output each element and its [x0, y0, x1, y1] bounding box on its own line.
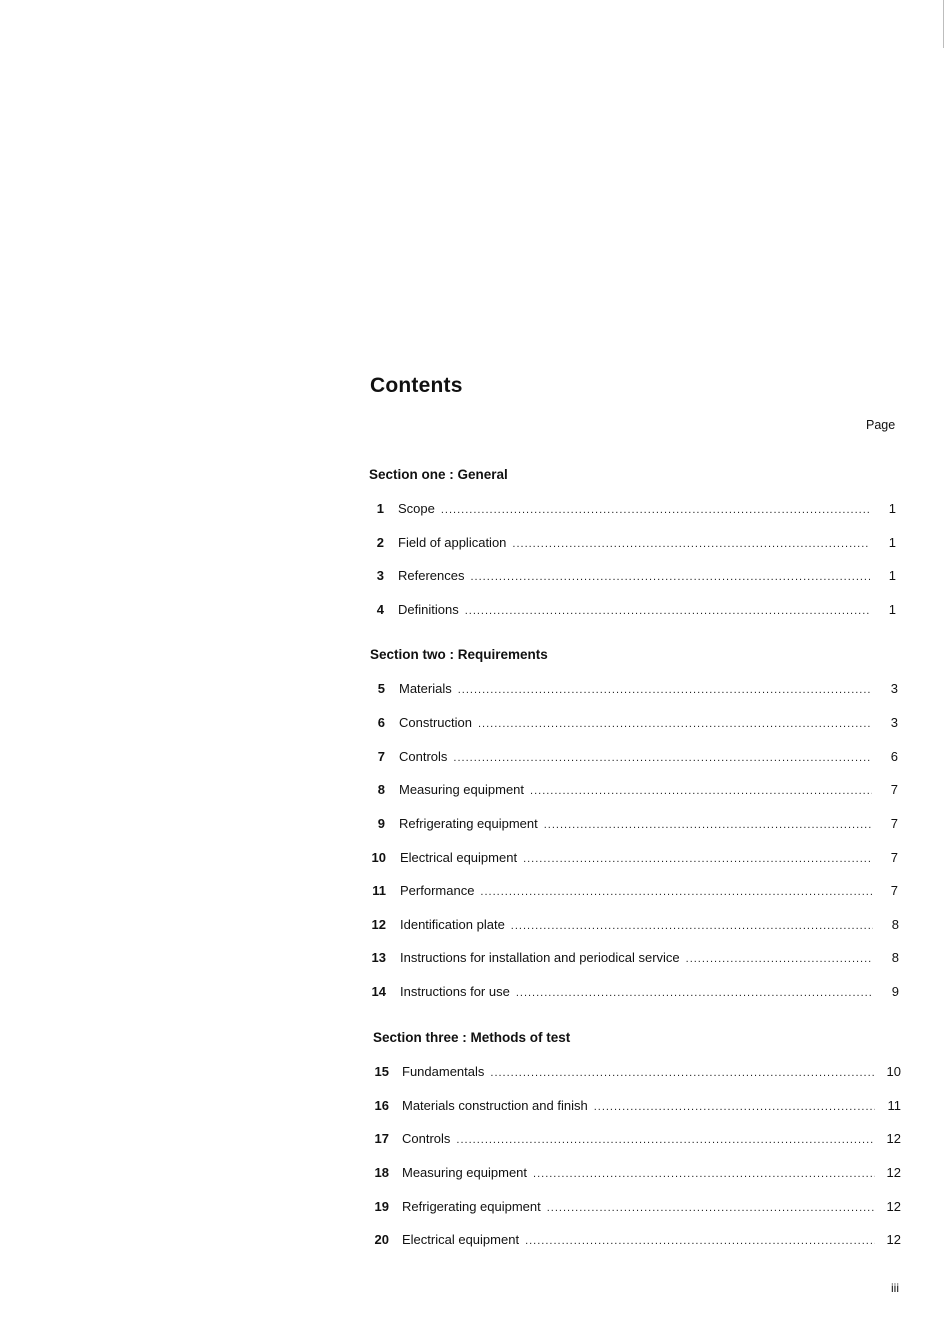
entry-number: 3 — [376, 568, 384, 583]
toc-entry[interactable] — [370, 714, 898, 732]
toc-entry[interactable] — [373, 1198, 901, 1216]
dot-leader — [478, 715, 872, 733]
entry-label: Refrigerating equipment — [399, 816, 538, 831]
entry-page: 6 — [890, 749, 898, 764]
toc-entry[interactable] — [370, 882, 898, 900]
dot-leader — [525, 1232, 875, 1250]
entry-label: Materials — [399, 681, 452, 696]
entry-label: Materials construction and finish — [402, 1098, 588, 1113]
dot-leader — [458, 681, 872, 699]
entry-number: 17 — [374, 1131, 389, 1146]
dot-leader — [490, 1064, 875, 1082]
entry-number: 13 — [371, 950, 386, 965]
entry-label: Scope — [398, 501, 435, 516]
entry-label: Instructions for use — [400, 984, 510, 999]
dot-leader — [516, 984, 873, 1002]
entry-label: References — [398, 568, 465, 583]
entry-page: 8 — [891, 950, 899, 965]
entry-page: 1 — [888, 535, 896, 550]
entry-label: Fundamentals — [402, 1064, 485, 1079]
toc-entry[interactable] — [369, 567, 896, 585]
entry-number: 8 — [377, 782, 385, 797]
entry-number: 20 — [374, 1232, 389, 1247]
entry-number: 11 — [372, 883, 386, 898]
dot-leader — [547, 1199, 875, 1217]
dot-leader — [456, 1131, 875, 1149]
page-title: Contents — [370, 374, 463, 397]
entry-number: 16 — [374, 1098, 389, 1113]
dot-leader — [594, 1098, 875, 1116]
dot-leader — [686, 950, 873, 968]
toc-entry[interactable] — [373, 1164, 901, 1182]
entry-number: 2 — [376, 535, 384, 550]
entry-page: 3 — [890, 681, 898, 696]
entry-page: 10 — [886, 1064, 901, 1079]
toc-entry[interactable] — [370, 781, 898, 799]
entry-label: Electrical equipment — [402, 1232, 520, 1247]
toc-entry[interactable] — [370, 916, 899, 934]
entry-label: Refrigerating equipment — [402, 1199, 541, 1214]
section-heading: Section two : Requirements — [370, 647, 548, 662]
toc-entry[interactable] — [373, 1097, 901, 1115]
dot-leader — [480, 883, 872, 901]
toc-entry[interactable] — [370, 949, 899, 967]
page-column-label: Page — [866, 418, 896, 432]
entry-number: 10 — [371, 850, 386, 865]
dot-leader — [470, 568, 870, 586]
entry-page: 3 — [890, 715, 898, 730]
entry-page: 7 — [890, 782, 898, 797]
toc-entry[interactable] — [373, 1063, 901, 1081]
dot-leader — [544, 816, 872, 834]
entry-page: 1 — [888, 501, 896, 516]
entry-number: 12 — [371, 917, 386, 932]
entry-label: Measuring equipment — [402, 1165, 528, 1180]
entry-label: Identification plate — [400, 917, 505, 932]
dot-leader — [465, 602, 870, 620]
entry-number: 5 — [377, 681, 385, 696]
entry-page: 11 — [887, 1098, 901, 1113]
toc-entry[interactable] — [373, 1231, 901, 1249]
toc-entry[interactable] — [369, 601, 896, 619]
entry-page: 8 — [891, 917, 899, 932]
toc-entry[interactable] — [369, 500, 896, 518]
toc-entry[interactable] — [370, 983, 899, 1001]
entry-label: Field of application — [398, 535, 507, 550]
entry-label: Definitions — [398, 602, 459, 617]
entry-page: 12 — [886, 1165, 901, 1180]
entry-number: 19 — [374, 1199, 389, 1214]
entry-number: 15 — [374, 1064, 389, 1079]
entry-label: Construction — [399, 715, 472, 730]
dot-leader — [441, 501, 870, 519]
entry-number: 1 — [376, 501, 384, 516]
dot-leader — [453, 749, 872, 767]
dot-leader — [511, 917, 873, 935]
toc-entry[interactable] — [369, 534, 896, 552]
entry-number: 4 — [376, 602, 384, 617]
entry-number: 18 — [374, 1165, 389, 1180]
entry-label: Electrical equipment — [400, 850, 518, 865]
dot-leader — [533, 1165, 875, 1183]
toc-entry[interactable] — [370, 815, 898, 833]
entry-label: Measuring equipment — [399, 782, 525, 797]
entry-page: 12 — [886, 1232, 901, 1247]
entry-page: 7 — [890, 816, 898, 831]
entry-label: Controls — [402, 1131, 451, 1146]
toc-entry[interactable] — [370, 748, 898, 766]
dot-leader — [530, 782, 872, 800]
page-folio: iii — [891, 1281, 899, 1295]
entry-page: 7 — [890, 883, 898, 898]
toc-entry[interactable] — [370, 849, 898, 867]
toc-entry[interactable] — [370, 680, 898, 698]
entry-page: 12 — [886, 1199, 901, 1214]
dot-leader — [512, 535, 870, 553]
entry-number: 7 — [377, 749, 385, 764]
entry-label: Controls — [399, 749, 448, 764]
entry-page: 9 — [891, 984, 899, 999]
entry-label: Instructions for installation and periodical service — [400, 950, 680, 965]
entry-page: 1 — [888, 568, 896, 583]
entry-page: 1 — [888, 602, 896, 617]
section-heading: Section three : Methods of test — [373, 1030, 571, 1045]
section-heading: Section one : General — [369, 467, 508, 482]
entry-number: 6 — [377, 715, 385, 730]
entry-label: Performance — [400, 883, 475, 898]
dot-leader — [523, 850, 872, 868]
entry-page: 7 — [890, 850, 898, 865]
entry-number: 9 — [377, 816, 385, 831]
entry-page: 12 — [886, 1131, 901, 1146]
entry-number: 14 — [371, 984, 386, 999]
toc-entry[interactable] — [373, 1130, 901, 1148]
